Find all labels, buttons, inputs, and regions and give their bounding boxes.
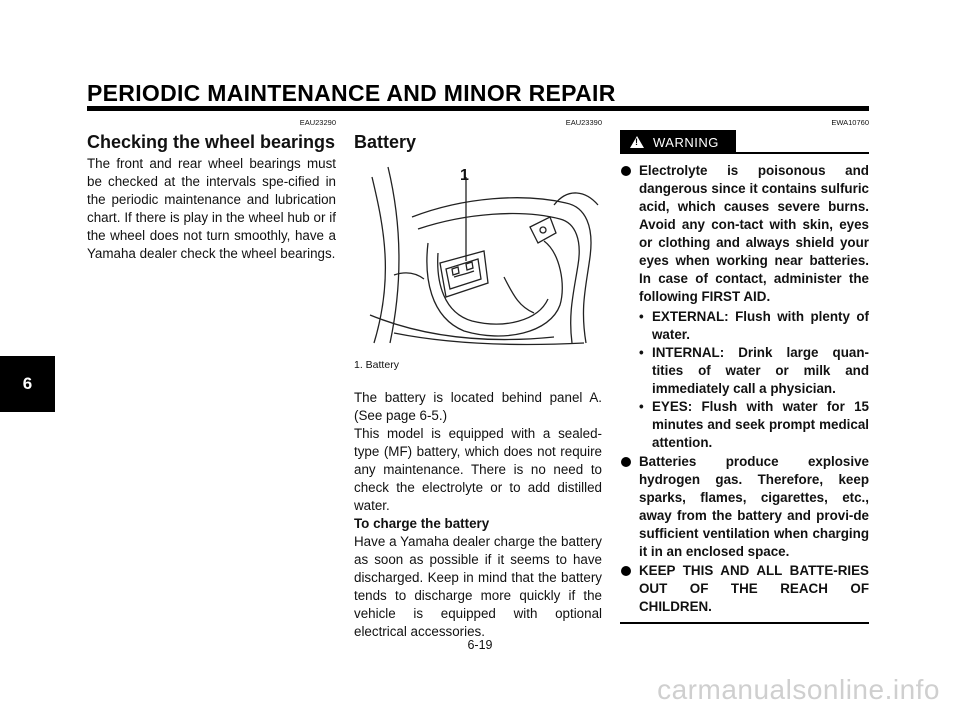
charge-text: Have a Yamaha dealer charge the battery as soon as possible if it seems to have discharged. Keep in mind that the battery tends to discharge more quickly if the vehicle is equipped with optional electrical accessories.: [354, 534, 602, 639]
warning-item: [620, 162, 869, 452]
section-heading: Checking the wheel bearings: [87, 132, 336, 152]
section-code: EAU23290: [299, 118, 336, 127]
chapter-tab[interactable]: 6: [0, 356, 55, 412]
first-aid-text: EYES: Flush with water for 15 minutes and seek prompt medical attention.: [652, 399, 869, 450]
first-aid-text: EXTERNAL: Flush with plenty of water.: [652, 309, 869, 342]
first-aid-item: • INTERNAL: Drink large quan-tities of water or milk and immediately call a physician.: [639, 345, 869, 396]
warning-item: [620, 453, 869, 561]
warning-list: [620, 162, 869, 616]
charge-subheading: To charge the battery: [354, 516, 490, 531]
warning-label: WARNING: [653, 134, 719, 150]
column-wheel-bearings: [87, 118, 336, 263]
figure-callout-1: 1: [460, 167, 469, 184]
first-aid-item: • EYES: Flush with water for 15 minutes and seek prompt medical attention.: [639, 399, 869, 450]
bullet-icon: [621, 166, 631, 176]
warning-triangle-icon: [630, 136, 644, 148]
warning-bottom-rule: [620, 622, 869, 624]
warning-header: [620, 130, 869, 156]
section-text: The front and rear wheel bearings must be checked at the intervals spe-cified in the periodic maintenance and lubrication chart. If there is play in the wheel hub or if the wheel does not turn smoothly, have a Yamaha dealer check the wheel bearings.: [87, 156, 336, 261]
first-aid-text: INTERNAL: Drink large quan-tities of water or milk and immediately call a physician.: [652, 345, 869, 396]
section-code: EAU23390: [565, 118, 602, 127]
page-number: 6-19: [467, 638, 493, 652]
figure-caption: 1. Battery: [354, 359, 399, 371]
warning-item-text: KEEP THIS AND ALL BATTE-RIES OUT OF THE REACH OF CHILDREN.: [639, 563, 869, 614]
warning-item-text: Batteries produce explosive hydrogen gas. Therefore, keep sparks, flames, cigarettes, etc., away from the battery and provi-de sufficient ventilation when charging it in an enclosed space.: [639, 454, 869, 559]
bullet-icon: [621, 566, 631, 576]
warning-item-text: Electrolyte is poisonous and dangerous since it contains sulfuric acid, which causes severe burns. Avoid any con-tact with skin, eyes or clothing and always shield your eyes when working near batteries. In case of contact, administer the following FIRST AID.: [639, 163, 869, 304]
warning-badge: [620, 130, 736, 154]
page-header-title: PERIODIC MAINTENANCE AND MINOR REPAIR: [87, 80, 616, 106]
battery-illustration: [354, 157, 602, 349]
column-warning: [620, 118, 869, 624]
watermark: carmanualsonline.info: [657, 674, 940, 705]
warning-item: [620, 562, 869, 616]
section-heading: Battery: [354, 132, 417, 152]
header-rule: [87, 106, 869, 111]
section-code: EWA10760: [831, 118, 869, 127]
battery-type-text: This model is equipped with a sealed-type (MF) battery, which does not require any maintenance. There is no need to check the electrolyte or to add distilled water.: [354, 426, 602, 513]
battery-figure: [354, 157, 602, 349]
battery-location-text: The battery is located behind panel A. (See page 6-5.): [354, 390, 602, 423]
warning-rule: [736, 152, 869, 154]
column-battery: [354, 118, 602, 641]
bullet-icon: [621, 457, 631, 467]
first-aid-list: [639, 308, 869, 452]
first-aid-item: • EXTERNAL: Flush with plenty of water.: [639, 309, 869, 342]
